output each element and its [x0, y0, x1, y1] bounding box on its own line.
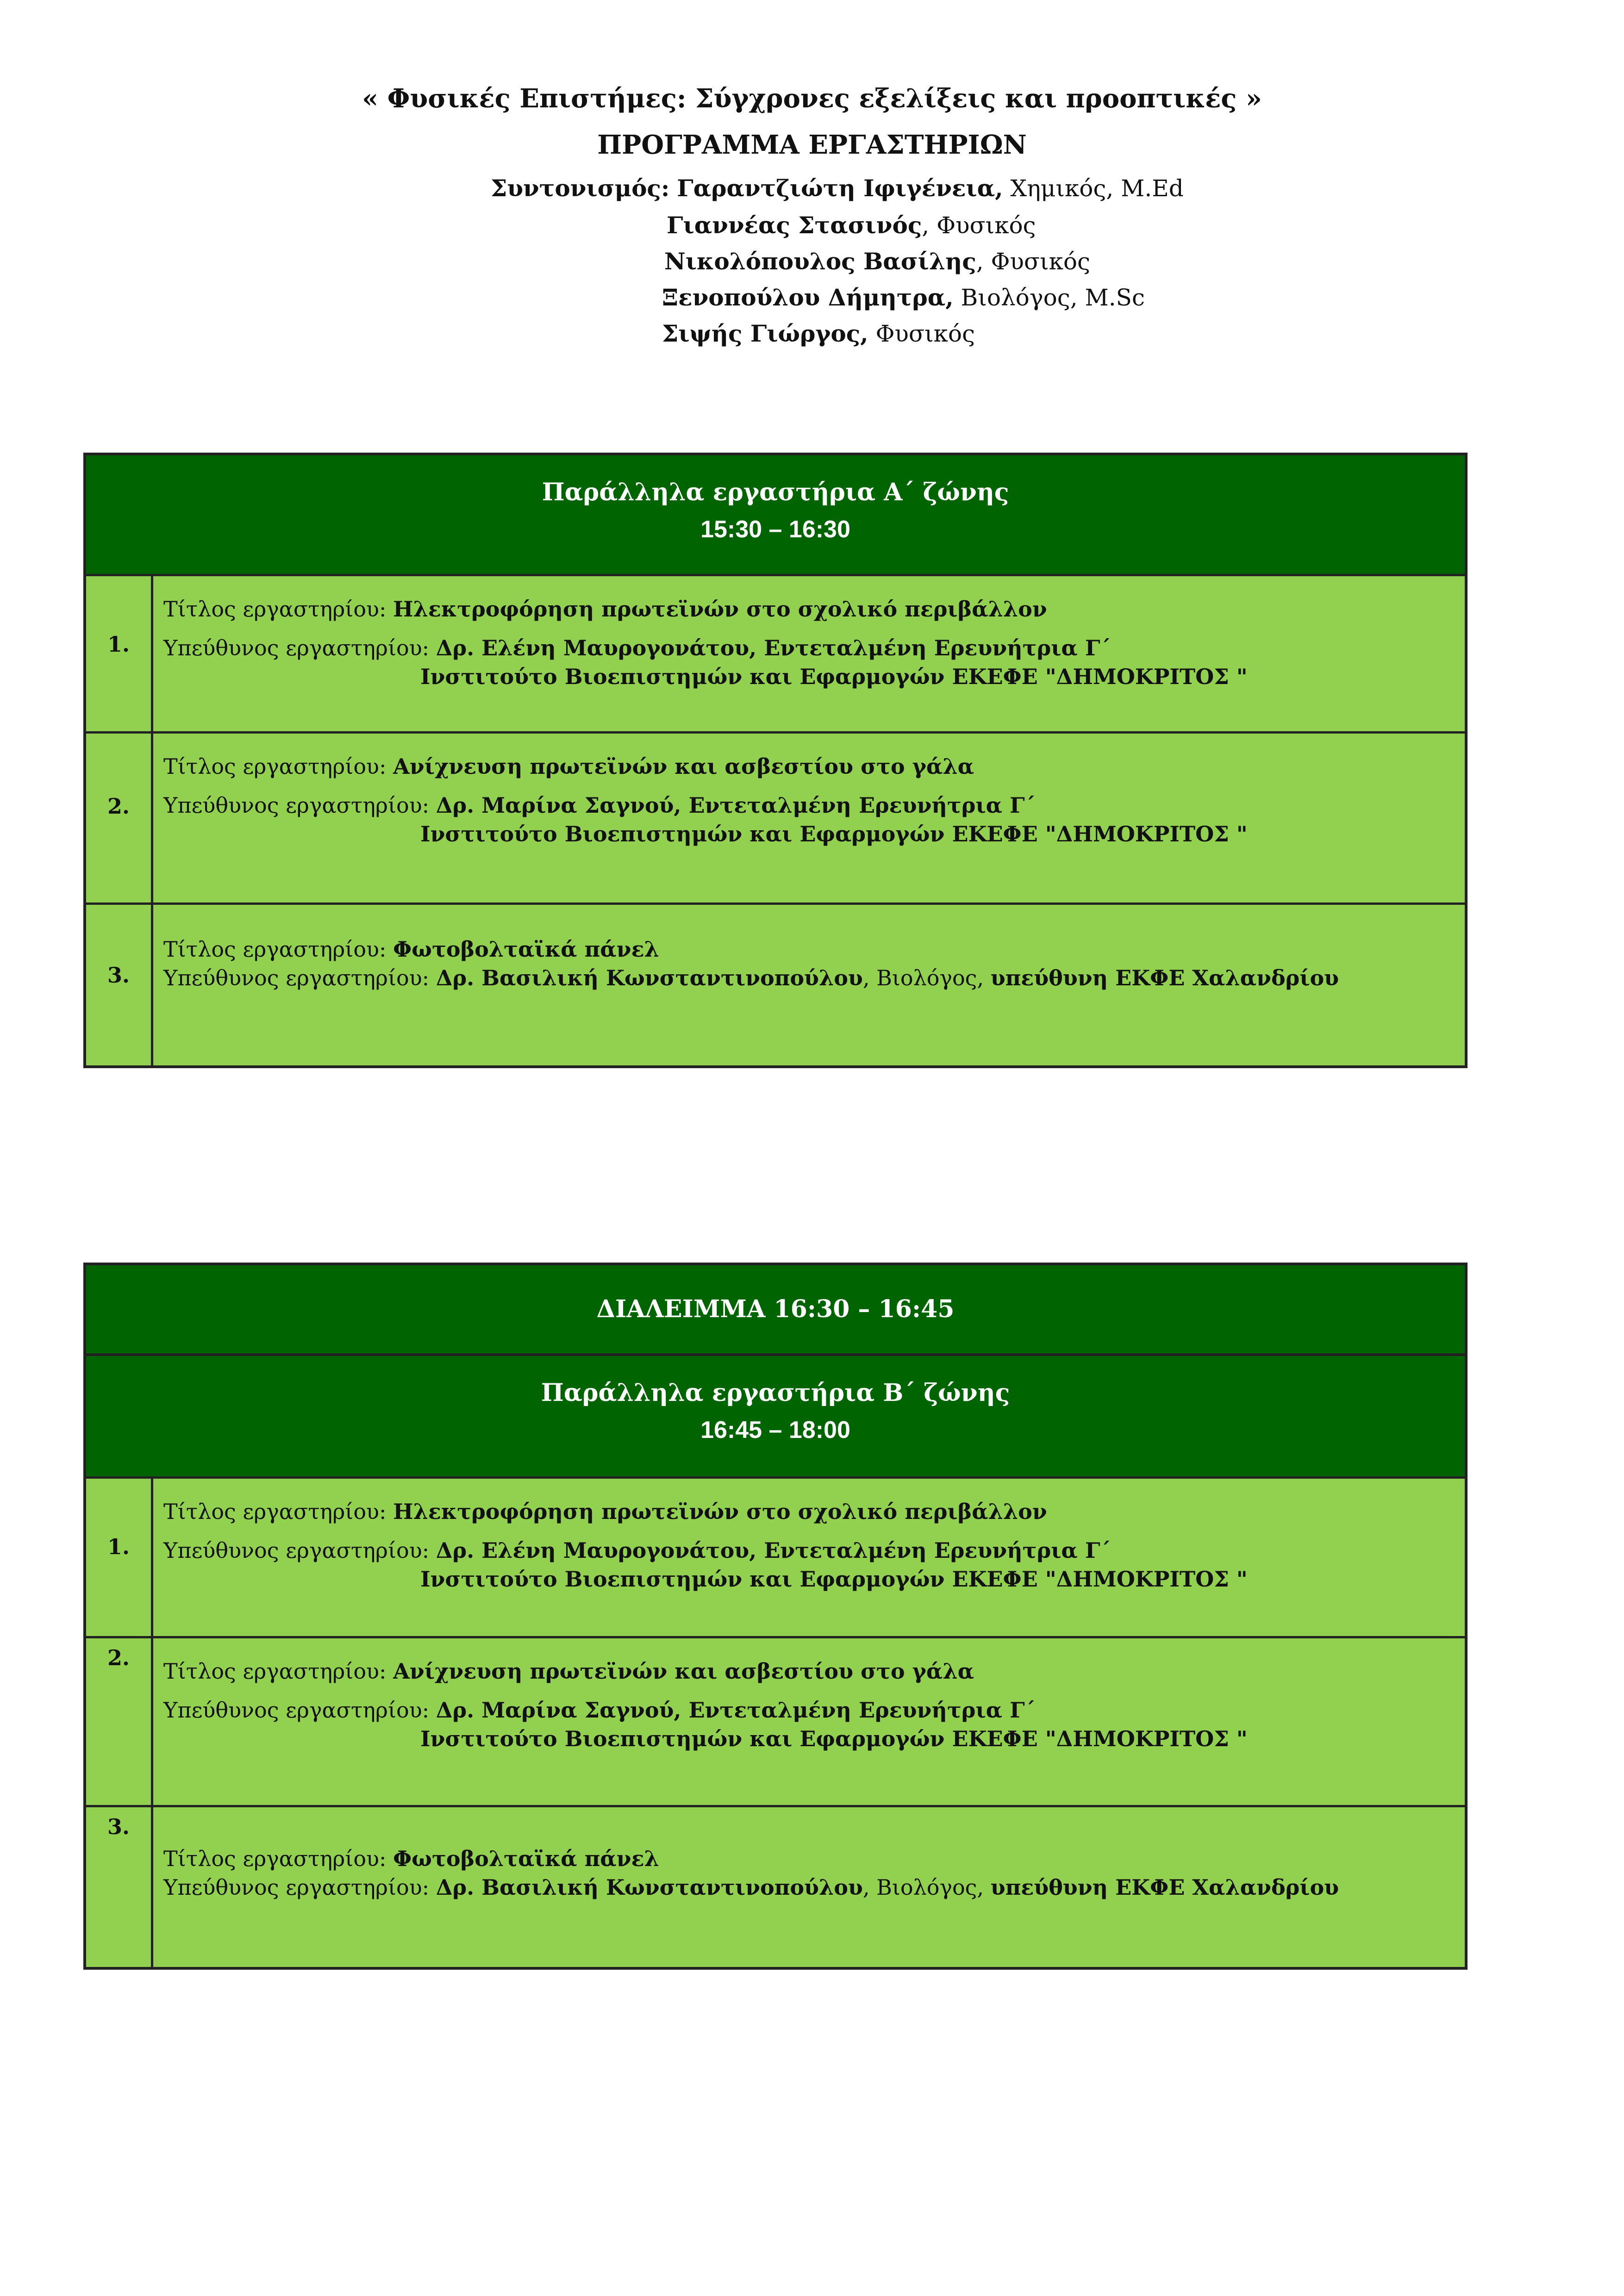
workshop-title-line: [163, 752, 1465, 781]
table-row: [86, 1636, 1465, 1805]
responsible-line: [163, 634, 1465, 662]
institute-line: Ινστιτούτο Βιοεπιστημών και Εφαρμογών ΕΚΕΦΕ "ΔΗΜΟΚΡΙΤΟΣ ": [420, 1567, 1248, 1592]
coordinator-role: Χημικός, M.Ed: [1003, 175, 1184, 202]
responsible-label: Υπεύθυνος εργαστηρίου:: [163, 1538, 430, 1563]
responsible-line: [163, 1696, 1465, 1724]
coordinator-row: [664, 247, 1090, 276]
row-body: [153, 576, 1465, 731]
zone-b-heading: Παράλληλα εργαστήρια Β΄ ζώνης: [541, 1379, 1010, 1407]
responsible-post: υπεύθυνη ΕΚΦΕ Χαλανδρίου: [990, 1875, 1339, 1900]
row-number: 1.: [86, 1479, 153, 1636]
coordinator-name: Γαραντζιώτη Ιφιγένεια,: [677, 174, 1003, 202]
row-body: [153, 734, 1465, 902]
row-body: [153, 1807, 1465, 1967]
table-row: [86, 574, 1465, 731]
zone-b-table: [83, 1263, 1468, 1970]
title-label: Τίτλος εργαστηρίου:: [163, 937, 387, 962]
break-banner: ΔΙΑΛΕΙΜΜΑ 16:30 – 16:45: [86, 1265, 1465, 1356]
zone-b-time: 16:45 – 18:00: [700, 1417, 850, 1444]
coordinator-name: Σιψής Γιώργος,: [662, 320, 868, 347]
coordinator-row: [667, 211, 1036, 240]
zone-a-heading: Παράλληλα εργαστήρια Α΄ ζώνης: [542, 478, 1009, 506]
coordination-block: [0, 170, 1624, 365]
responsible-person: Δρ. Βασιλική Κωνσταντινοπούλου: [436, 965, 863, 990]
coordinator-row: [491, 174, 1184, 203]
table-row: [86, 731, 1465, 902]
responsible-person: Δρ. Ελένη Μαυρογονάτου, Εντεταλμένη Ερευνήτρια Γ΄: [436, 1538, 1111, 1563]
institute-line: Ινστιτούτο Βιοεπιστημών και Εφαρμογών ΕΚΕΦΕ "ΔΗΜΟΚΡΙΤΟΣ ": [420, 1726, 1248, 1751]
table-row: [86, 902, 1465, 1065]
zone-a-header: [86, 455, 1465, 574]
coordinator-role: Βιολόγος, M.Sc: [953, 284, 1145, 311]
workshop-title-line: [163, 1844, 1465, 1873]
zone-b-header: [86, 1356, 1465, 1476]
workshop-title-line: [163, 935, 1465, 964]
coordinator-role: , Φυσικός: [922, 212, 1036, 239]
responsible-label: Υπεύθυνος εργαστηρίου:: [163, 1698, 430, 1723]
workshop-title-line: [163, 595, 1465, 623]
workshop-title: Ανίχνευση πρωτεϊνών και ασβεστίου στο γάλα: [393, 754, 974, 779]
document-title: « Φυσικές Επιστήμες: Σύγχρονες εξελίξεις και προοπτικές »: [362, 83, 1262, 114]
workshop-title: Ηλεκτροφόρηση πρωτεϊνών στο σχολικό περιβάλλον: [393, 1499, 1047, 1524]
workshop-title-line: [163, 1657, 1465, 1686]
workshop-title: Φωτοβολταϊκά πάνελ: [393, 937, 659, 962]
responsible-person: Δρ. Βασιλική Κωνσταντινοπούλου: [436, 1875, 863, 1900]
coordinator-row: [662, 283, 1145, 312]
zone-a-time: 15:30 – 16:30: [700, 516, 850, 543]
row-body: [153, 1479, 1465, 1636]
responsible-post: υπεύθυνη ΕΚΦΕ Χαλανδρίου: [990, 965, 1339, 990]
responsible-label: Υπεύθυνος εργαστηρίου:: [163, 1875, 430, 1900]
responsible-line: [163, 964, 1465, 992]
coordinator-role: Φυσικός: [868, 320, 975, 347]
title-label: Τίτλος εργαστηρίου:: [163, 1846, 387, 1871]
document-header: [0, 82, 1624, 365]
coordination-label: Συντονισμός:: [491, 174, 670, 202]
institute-line: Ινστιτούτο Βιοεπιστημών και Εφαρμογών ΕΚΕΦΕ "ΔΗΜΟΚΡΙΤΟΣ ": [420, 821, 1248, 846]
table-row: [86, 1805, 1465, 1967]
workshop-title: Ανίχνευση πρωτεϊνών και ασβεστίου στο γάλα: [393, 1659, 974, 1684]
workshop-title: Φωτοβολταϊκά πάνελ: [393, 1846, 659, 1871]
workshop-title-line: [163, 1497, 1465, 1526]
coordinator-name: Ξενοπούλου Δήμητρα,: [662, 284, 954, 311]
responsible-person: Δρ. Μαρίνα Σαγνού, Εντεταλμένη Ερευνήτρια Γ΄: [436, 793, 1036, 818]
row-number: 3.: [86, 1807, 153, 1967]
responsible-person: Δρ. Μαρίνα Σαγνού, Εντεταλμένη Ερευνήτρια Γ΄: [436, 1698, 1036, 1723]
coordinator-name: Νικολόπουλος Βασίλης: [664, 248, 976, 275]
row-number: 2.: [86, 1638, 153, 1805]
responsible-role: , Βιολόγος,: [862, 965, 991, 990]
title-label: Τίτλος εργαστηρίου:: [163, 754, 387, 779]
responsible-line: [163, 1536, 1465, 1565]
responsible-line: [163, 791, 1465, 820]
row-number: 3.: [86, 905, 153, 1065]
row-number: 2.: [86, 734, 153, 902]
responsible-label: Υπεύθυνος εργαστηρίου:: [163, 965, 430, 990]
responsible-role: , Βιολόγος,: [862, 1875, 991, 1900]
row-number: 1.: [86, 576, 153, 731]
responsible-label: Υπεύθυνος εργαστηρίου:: [163, 635, 430, 660]
coordinator-name: Γιαννέας Στασινός: [667, 212, 922, 239]
institute-line: Ινστιτούτο Βιοεπιστημών και Εφαρμογών ΕΚΕΦΕ "ΔΗΜΟΚΡΙΤΟΣ ": [420, 664, 1248, 689]
coordinator-role: , Φυσικός: [976, 248, 1090, 275]
table-row: [86, 1476, 1465, 1636]
program-heading: ΠΡΟΓΡΑΜΜΑ ΕΡΓΑΣΤΗΡΙΩΝ: [597, 130, 1027, 160]
responsible-line: [163, 1873, 1465, 1902]
title-label: Τίτλος εργαστηρίου:: [163, 597, 387, 622]
responsible-person: Δρ. Ελένη Μαυρογονάτου, Εντεταλμένη Ερευνήτρια Γ΄: [436, 635, 1111, 660]
title-label: Τίτλος εργαστηρίου:: [163, 1659, 387, 1684]
row-body: [153, 1638, 1465, 1805]
responsible-label: Υπεύθυνος εργαστηρίου:: [163, 793, 430, 818]
row-body: [153, 905, 1465, 1065]
zone-a-table: [83, 453, 1468, 1068]
workshop-title: Ηλεκτροφόρηση πρωτεϊνών στο σχολικό περιβάλλον: [393, 597, 1047, 622]
coordinator-row: [662, 319, 975, 348]
title-label: Τίτλος εργαστηρίου:: [163, 1499, 387, 1524]
